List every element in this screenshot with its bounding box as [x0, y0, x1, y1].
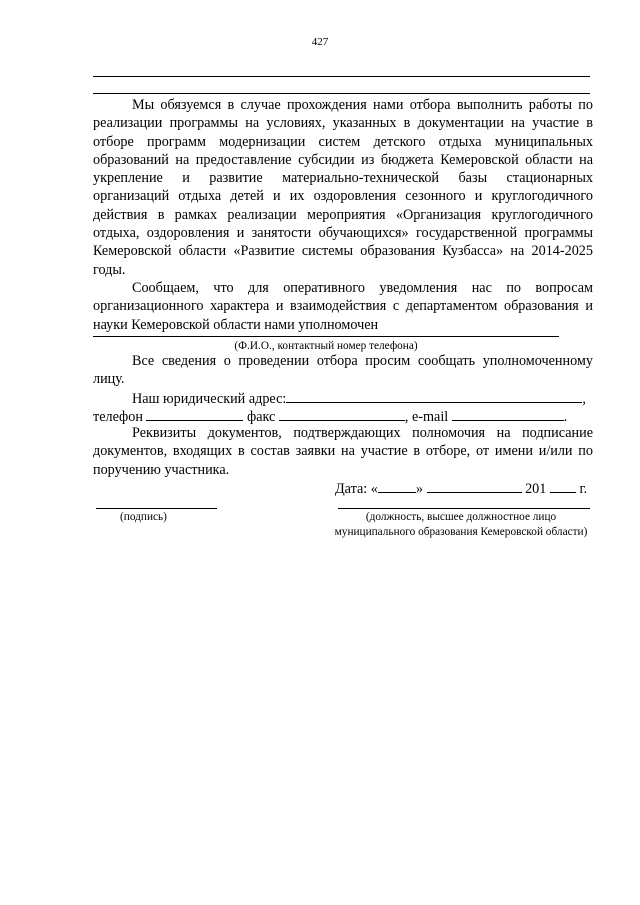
date-year-blank — [550, 478, 576, 493]
date-year-suffix: г. — [579, 481, 588, 497]
address-line — [132, 388, 586, 408]
signature-caption: (подпись) — [120, 511, 167, 523]
address-comma: , — [582, 391, 586, 407]
address-label: Наш юридический адрес: — [132, 391, 287, 407]
contacts-line — [93, 406, 567, 426]
authorized-person-paragraph: Сообщаем, что для оперативного уведомления нас по вопросам организационного характера и взаимодействия с департаментом образования и науки Кемеровской области нами уполномочен — [93, 279, 593, 333]
date-label: Дата: « — [335, 481, 378, 497]
address-blank — [286, 388, 582, 403]
contacts-end: . — [563, 409, 568, 425]
phone-label: телефон — [93, 409, 143, 425]
date-year-prefix: 201 — [525, 481, 547, 497]
header-rule-bottom — [93, 93, 590, 94]
date-close-quote: » — [415, 481, 423, 497]
email-blank — [452, 406, 564, 421]
notice-text — [93, 352, 593, 389]
position-caption: (должность, высшее должностное лицо муниципального образования Кемеровской области) — [334, 511, 588, 538]
date-month-blank — [427, 478, 522, 493]
notify-paragraph: Все сведения о проведении отбора просим сообщать уполномоченному лицу. — [93, 353, 593, 388]
fax-blank — [279, 406, 405, 421]
position-blank-line — [338, 508, 590, 509]
requisites-paragraph: Реквизиты документов, подтверждающих полномочия на подписание документов, входящих в состав заявки на участие в отборе, от имени и/или по поручению участника. — [93, 425, 593, 478]
header-rule-top — [93, 76, 590, 77]
fio-blank-line — [93, 336, 559, 337]
page-number: 427 — [311, 36, 329, 48]
date-day-blank — [378, 478, 416, 493]
fio-caption: (Ф.И.О., контактный номер телефона) — [234, 340, 418, 352]
signature-blank-line — [96, 508, 217, 509]
main-text — [93, 96, 593, 334]
email-label: , e-mail — [404, 409, 449, 425]
fax-label: факс — [247, 409, 276, 425]
requisites-text — [93, 424, 593, 479]
date-line — [335, 478, 587, 498]
phone-blank — [146, 406, 243, 421]
obligation-paragraph: Мы обязуемся в случае прохождения нами отбора выполнить работы по реализации программы на условиях, указанных в документации на участие в отборе программ модернизации систем детского отдыха муниципальных образований на предоставление субсидии из бюджета Кемеровской области на укрепление и развитие материально-технической базы стационарных организаций отдыха детей и их оздоровления сезонного и круглогодичного действия в рамках реализации мероприятия «Организация круглогодичного отдыха, оздоровления и занятости обучающихся» государственной программы Кемеровской области «Развитие системы образования Кузбасса» на 2014-2025 годы. — [93, 97, 593, 278]
